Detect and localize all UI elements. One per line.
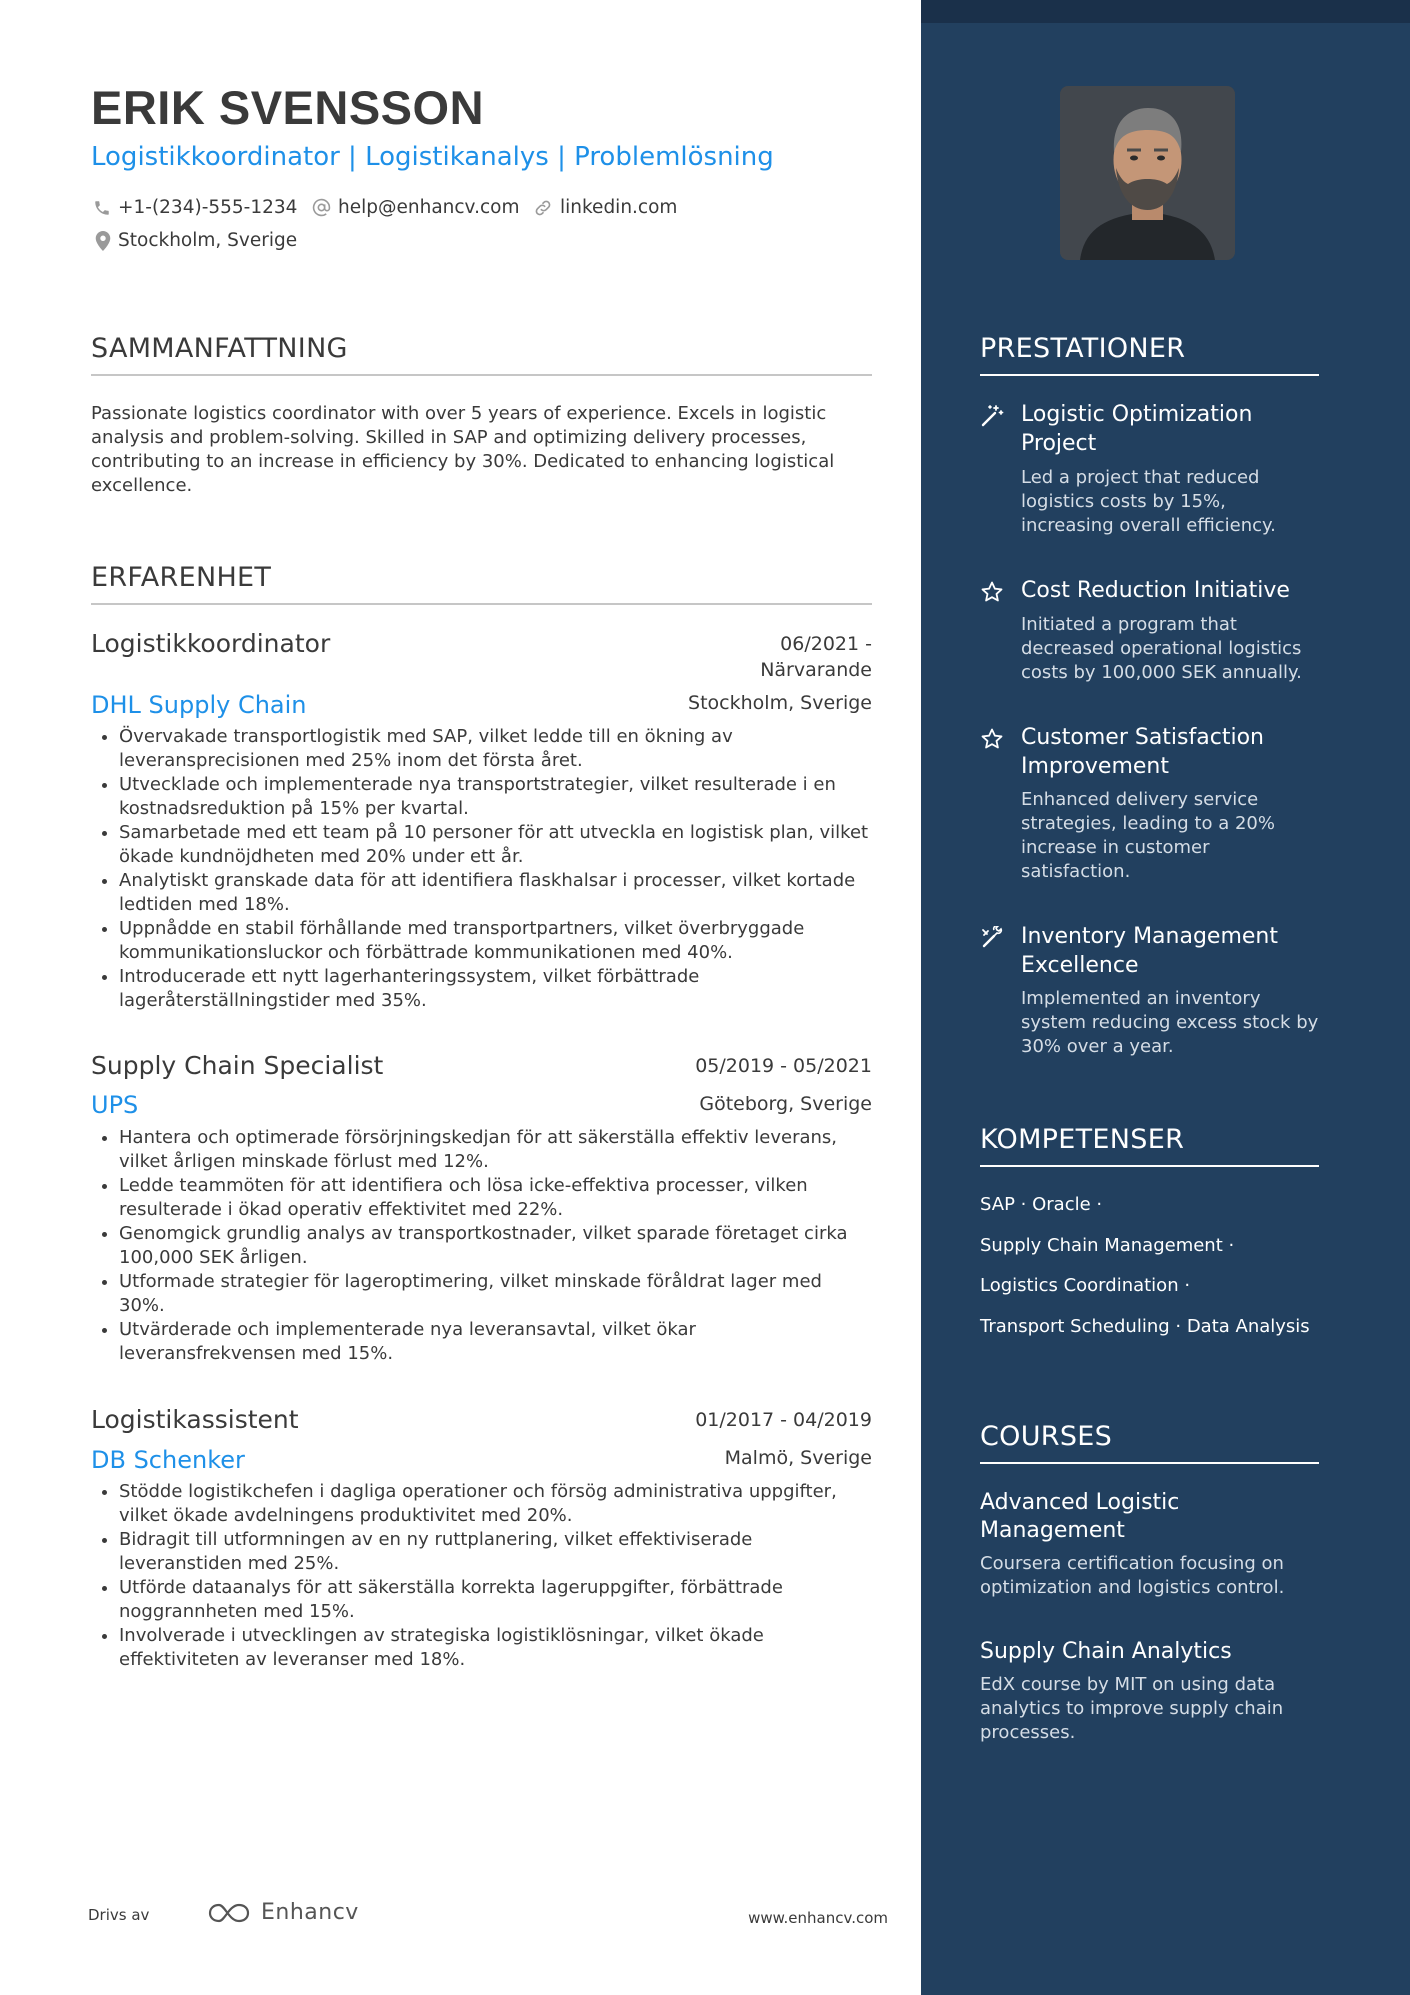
link-icon	[533, 198, 553, 218]
job-bullet: • Utvärderade och implementerade nya leveransavtal, vilket ökar leveransfrekvensen med 15%.	[119, 1318, 872, 1366]
job-company: DHL Supply Chain	[91, 691, 307, 719]
skill-line: SAP · Oracle ·	[980, 1194, 1103, 1215]
job-bullet: • Utformade strategier för lageroptimering, vilket minskade föråldrat lager med 30%.	[119, 1270, 872, 1318]
sidebar	[921, 0, 1410, 1995]
job-bullets	[91, 1126, 872, 1366]
achievement-description: Initiated a program that decreased operational logistics costs by 100,000 SEK annually.	[1021, 614, 1302, 683]
achievement-title: Logistic Optimization Project	[1021, 402, 1253, 456]
location-text: Stockholm, Sverige	[118, 230, 298, 251]
enhancv-logo-icon	[207, 1901, 253, 1925]
job-location: Göteborg, Sverige	[699, 1093, 872, 1115]
achievement-title: Cost Reduction Initiative	[1021, 578, 1290, 603]
job-title: Logistikkoordinator	[91, 629, 331, 658]
phone-contact[interactable]	[93, 197, 297, 218]
job-bullet: • Övervakade transportlogistik med SAP, vilket ledde till en ökning av leveransprecisionen med 25% inom det första året.	[119, 725, 872, 773]
job-bullet: • Hantera och optimerade försörjningskedjan för att säkerställa effektiv leverans, vilket årligen minskade förlust med 12%.	[119, 1126, 872, 1174]
candidate-name: ERIK SVENSSON	[91, 81, 485, 134]
job-company: UPS	[91, 1091, 139, 1119]
achievement-description: Enhanced delivery service strategies, leading to a 20% increase in customer satisfaction.	[1021, 789, 1275, 882]
job-location: Stockholm, Sverige	[688, 692, 872, 714]
skill-line: Logistics Coordination ·	[980, 1275, 1191, 1296]
star-icon	[980, 580, 1004, 604]
phone-text: +1-(234)-555-1234	[118, 197, 298, 218]
enhancv-logo[interactable]	[207, 1900, 359, 1925]
location-contact	[95, 230, 297, 251]
location-pin-icon	[95, 231, 111, 251]
job-bullets	[91, 1480, 872, 1672]
footer-url[interactable]: www.enhancv.com	[748, 1909, 888, 1927]
footer-powered-by: Drivs av	[88, 1906, 150, 1924]
skill-line: Supply Chain Management ·	[980, 1235, 1235, 1256]
enhancv-brand-text: Enhancv	[261, 1900, 359, 1925]
summary-text: Passionate logistics coordinator with over 5 years of experience. Excels in logistic analysis and problem-solving. Skilled in SAP and optimizing delivery processes, contributing to an increase in efficiency by 30%. Dedicated to enhancing logistical excellence.	[91, 403, 835, 496]
job-title: Supply Chain Specialist	[91, 1051, 384, 1080]
sidebar-top-band	[921, 0, 1410, 23]
job-bullet: • Genomgick grundlig analys av transportkostnader, vilket sparade företaget cirka 100,000 SEK årligen.	[119, 1222, 872, 1270]
job-bullet: • Utförde dataanalys för att säkerställa korrekta lageruppgifter, förbättrade noggrannheten med 15%.	[119, 1576, 872, 1624]
at-sign-icon	[312, 198, 331, 217]
course-description: EdX course by MIT on using data analytics to improve supply chain processes.	[980, 1674, 1284, 1743]
job-bullet: • Involverade i utvecklingen av strategiska logistiklösningar, vilket ökade effektiviteten av leveranser med 18%.	[119, 1624, 872, 1672]
phone-icon	[93, 199, 111, 217]
job-dates: 01/2017 - 04/2019	[695, 1409, 872, 1431]
job-dates: 05/2019 - 05/2021	[695, 1055, 872, 1077]
magic-wand-icon	[980, 404, 1004, 428]
course-title: Advanced Logistic Management	[980, 1490, 1180, 1543]
experience-section-title: ERFARENHET	[91, 562, 872, 605]
email-contact[interactable]	[312, 197, 519, 218]
linkedin-contact[interactable]	[533, 197, 677, 218]
achievement-title: Inventory Management Excellence	[1021, 924, 1278, 978]
profile-photo	[1060, 86, 1235, 260]
job-bullet: • Bidragit till utformningen av en ny ruttplanering, vilket effektiviserade leveranstiden med 25%.	[119, 1528, 872, 1576]
headline: Logistikkoordinator | Logistikanalys | Problemlösning	[91, 142, 774, 172]
achievements-section-title: PRESTATIONER	[980, 333, 1319, 376]
achievement-description: Implemented an inventory system reducing excess stock by 30% over a year.	[1021, 988, 1319, 1057]
profile-photo-image	[1060, 86, 1235, 260]
linkedin-text: linkedin.com	[560, 197, 678, 218]
achievement-title: Customer Satisfaction Improvement	[1021, 725, 1264, 779]
job-dates: 06/2021 - Närvarande	[760, 633, 872, 681]
job-location: Malmö, Sverige	[724, 1447, 872, 1469]
job-bullet: • Ledde teammöten för att identifiera och lösa icke-effektiva processer, vilken resulterade i ökad operativ effektivitet med 22%.	[119, 1174, 872, 1222]
job-bullet: • Stödde logistikchefen i dagliga operationer och försög administrativa uppgifter, vilket ökade avdelningens produktivitet med 20%.	[119, 1480, 872, 1528]
tools-icon	[980, 926, 1004, 950]
email-text: help@enhancv.com	[338, 197, 520, 218]
achievement-description: Led a project that reduced logistics costs by 15%, increasing overall efficiency.	[1021, 467, 1276, 536]
job-bullet: • Analytiskt granskade data för att identifiera flaskhalsar i processer, vilket kortade ledtiden med 18%.	[119, 869, 872, 917]
course-title: Supply Chain Analytics	[980, 1639, 1232, 1664]
job-title: Logistikassistent	[91, 1405, 299, 1434]
course-description: Coursera certification focusing on optimization and logistics control.	[980, 1553, 1285, 1598]
summary-section-title: SAMMANFATTNING	[91, 333, 872, 376]
job-company: DB Schenker	[91, 1446, 245, 1474]
job-bullet: • Utvecklade och implementerade nya transportstrategier, vilket resulterade i en kostnadsreduktion på 15% per kvartal.	[119, 773, 872, 821]
courses-section-title: COURSES	[980, 1421, 1319, 1464]
skill-line: Transport Scheduling · Data Analysis	[980, 1316, 1310, 1337]
star-icon	[980, 727, 1004, 751]
job-bullet: • Uppnådde en stabil förhållande med transportpartners, vilket överbryggade kommunikationsluckor och förbättrade kommunikationen med 40%.	[119, 917, 872, 965]
skills-section-title: KOMPETENSER	[980, 1124, 1319, 1167]
job-bullet: • Samarbetade med ett team på 10 personer för att utveckla en logistisk plan, vilket ökade kundnöjdheten med 20% under ett år.	[119, 821, 872, 869]
job-bullets	[91, 725, 872, 1013]
job-bullet: • Introducerade ett nytt lagerhanteringssystem, vilket förbättrade lageråterställningstider med 35%.	[119, 965, 872, 1013]
